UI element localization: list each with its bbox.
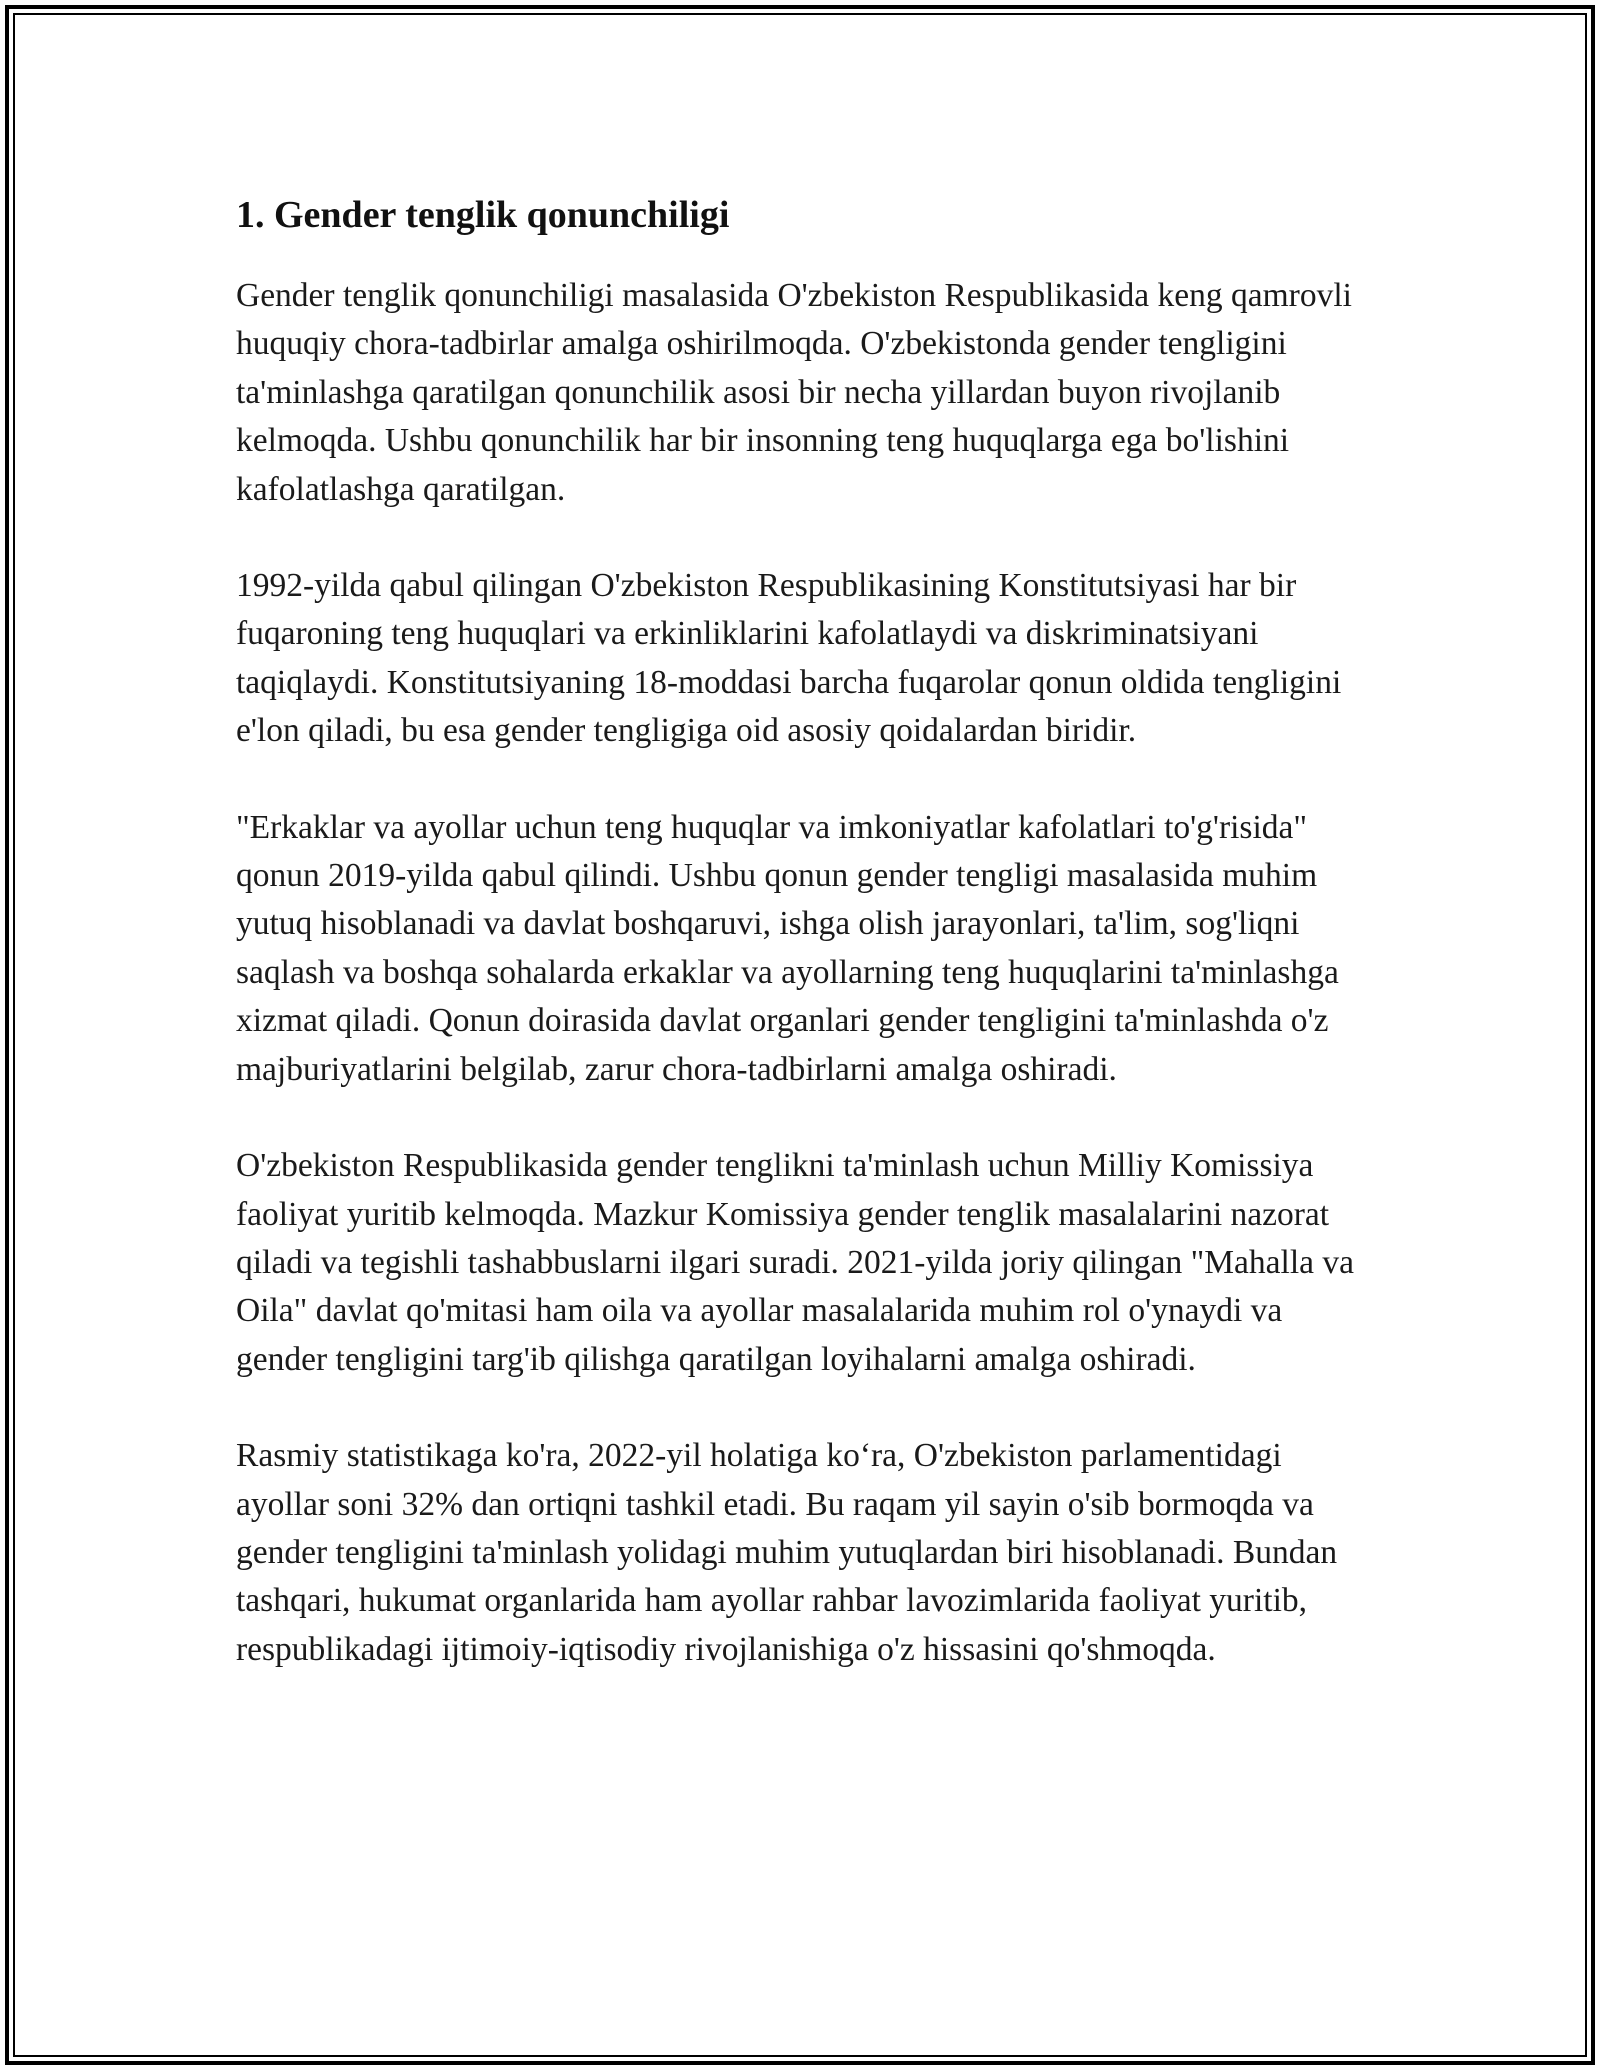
paragraph-statistics: Rasmiy statistikaga ko'ra, 2022-yil holatiga ko‘ra, O'zbekiston parlamentidagi ayollar soni 32% dan ortiqni tashkil etadi. Bu raqam yil sayin o'sib bormoqda va gender tengligini ta'minlash yolidagi muhim yutuqlardan biri hisoblanadi. Bundan tashqari, hukumat organlarida ham ayollar rahbar lavozimlarida faoliyat yuritib, respublikadagi ijtimoiy-iqtisodiy rivojlanishiga o'z hissasini qo'shmoqda. xyxy=(236,1437,1338,1668)
paragraph-intro: Gender tenglik qonunchiligi masalasida O'zbekiston Respublikasida keng qamrovli huquqiy chora-tadbirlar amalga oshirilmoqda. O'zbekistonda gender tengligini ta'minlashga qaratilgan qonunchilik asosi bir necha yillardan buyon rivojlanib kelmoqda. Ushbu qonunchilik har bir insonning teng huquqlarga ega bo'lishini kafolatlashga qaratilgan. xyxy=(236,277,1352,508)
paragraph-national-commission: O'zbekiston Respublikasida gender tenglikni ta'minlash uchun Milliy Komissiya faoliyat yuritib kelmoqda. Mazkur Komissiya gender tenglik masalalarini nazorat qiladi va tegishli tashabbuslarni ilgari suradi. 2021-yilda joriy qilingan "Mahalla va Oila" davlat qo'mitasi ham oila va ayollar masalalarida muhim rol o'ynaydi va gender tengligini targ'ib qilishga qaratilgan loyihalarni amalga oshiradi. xyxy=(236,1147,1354,1378)
section-heading: 1. Gender tenglik qonunchiligi xyxy=(236,194,730,236)
paragraph-equal-rights-law: "Erkaklar va ayollar uchun teng huquqlar va imkoniyatlar kafolatlari to'g'risida" qonun 2019-yilda qabul qilindi. Ushbu qonun gender tengligi masalasida muhim yutuq hisoblanadi va davlat boshqaruvi, ishga olish jarayonlari, ta'lim, sog'liqni saqlash va boshqa sohalarda erkaklar va ayollarning teng huquqlarini ta'minlashga xizmat qiladi. Qonun doirasida davlat organlari gender tengligini ta'minlashda o'z majburiyatlarini belgilab, zarur chora-tadbirlarni amalga oshiradi. xyxy=(236,808,1339,1088)
document-body xyxy=(236,186,1376,1722)
paragraph-constitution: 1992-yilda qabul qilingan O'zbekiston Respublikasining Konstitutsiyasi har bir fuqaroning teng huquqlari va erkinliklarini kafolatlaydi va diskriminatsiyani taqiqlaydi. Konstitutsiyaning 18-moddasi barcha fuqarolar qonun oldida tengligini e'lon qiladi, bu esa gender tengligiga oid asosiy qoidalardan biridir. xyxy=(236,567,1342,750)
